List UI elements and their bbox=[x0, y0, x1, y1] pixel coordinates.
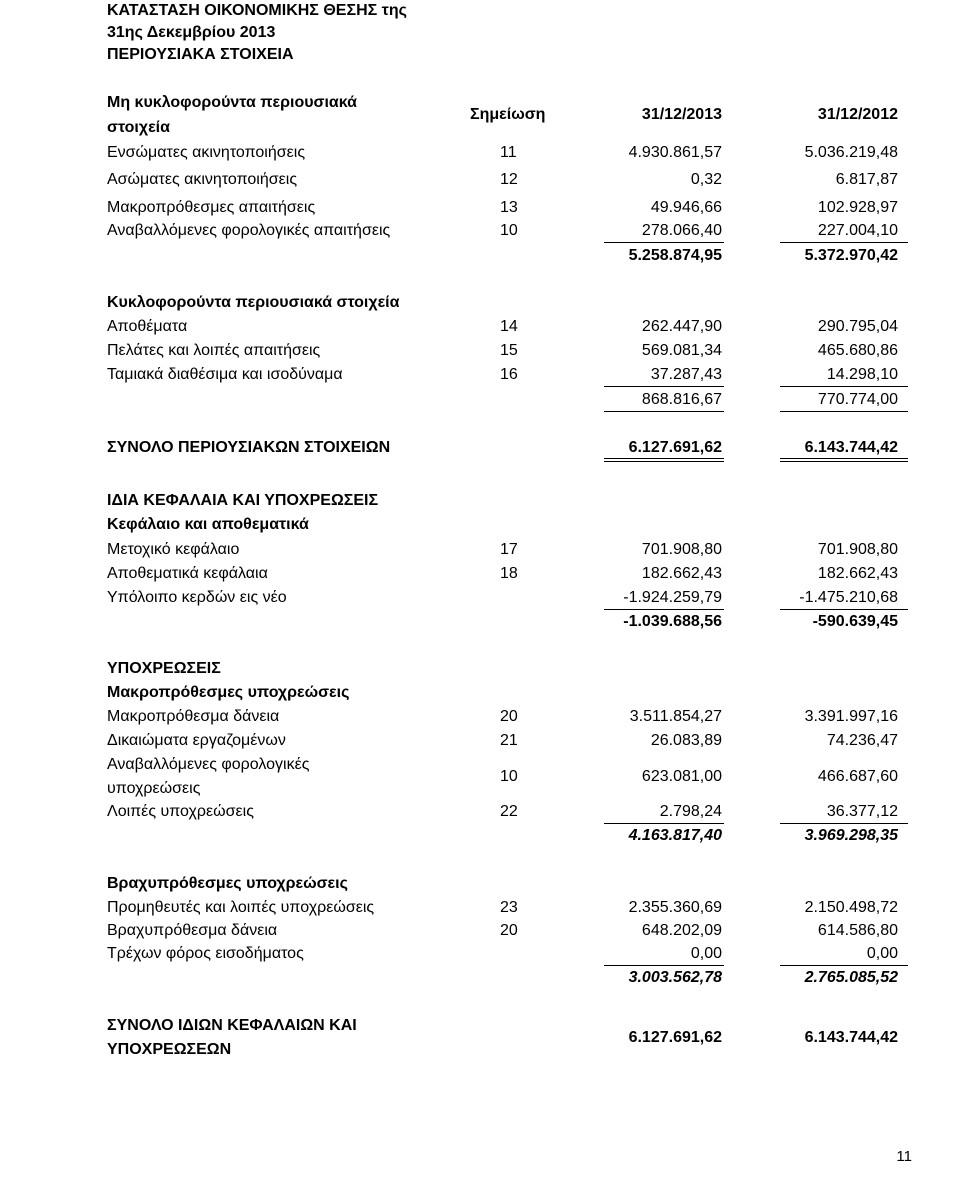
report-title: ΚΑΤΑΣΤΑΣΗ ΟΙΚΟΝΟΜΙΚΗΣ ΘΕΣΗΣ της bbox=[107, 2, 407, 19]
table-row bbox=[0, 219, 960, 243]
non-current-heading-line1: Μη κυκλοφορούντα περιουσιακά bbox=[107, 94, 357, 111]
row-note: 11 bbox=[500, 144, 517, 161]
row-label: Αποθεματικά κεφάλαια bbox=[107, 565, 268, 582]
total-assets-row bbox=[0, 436, 960, 460]
note-column-header: Σημείωση bbox=[470, 106, 546, 123]
table-row bbox=[0, 765, 960, 789]
row-value-2012: 465.680,86 bbox=[817, 342, 898, 359]
row-value-2012: 614.586,80 bbox=[817, 922, 898, 939]
table-row bbox=[0, 729, 960, 753]
table-row bbox=[0, 942, 960, 966]
table-row bbox=[0, 141, 960, 165]
row-note: 13 bbox=[500, 199, 518, 216]
assets-heading: ΠΕΡΙΟΥΣΙΑΚΑ ΣΤΟΙΧΕΙΑ bbox=[107, 46, 294, 63]
row-value-2012: 182.662,43 bbox=[817, 565, 898, 582]
total-value-2013: 3.003.562,78 bbox=[628, 969, 722, 986]
total-value-2013: 6.127.691,62 bbox=[628, 439, 722, 456]
row-label: Μακροπρόθεσμες απαιτήσεις bbox=[107, 199, 316, 216]
total-value-2013: 868.816,67 bbox=[641, 391, 722, 408]
subtotal-rule bbox=[780, 411, 908, 412]
row-label: Δικαιώματα εργαζομένων bbox=[107, 732, 286, 749]
row-note: 18 bbox=[500, 565, 518, 582]
table-row bbox=[0, 196, 960, 220]
subtotal-rule bbox=[604, 411, 724, 412]
long-term-total-row bbox=[0, 824, 960, 848]
row-label: Βραχυπρόθεσμα δάνεια bbox=[107, 922, 278, 939]
total-value-2012: -590.639,45 bbox=[812, 613, 898, 630]
grand-total-label-line1: ΣΥΝΟΛΟ ΙΔΙΩΝ ΚΕΦΑΛΑΙΩΝ ΚΑΙ bbox=[107, 1017, 357, 1034]
row-value-2012: 14.298,10 bbox=[826, 366, 898, 383]
column-header-row bbox=[0, 103, 960, 127]
row-label: Πελάτες και λοιπές απαιτήσεις bbox=[107, 342, 321, 359]
deferred-tax-label-line1: Αναβαλλόμενες φορολογικές bbox=[107, 756, 310, 773]
row-label: Ταμιακά διαθέσιμα και ισοδύναμα bbox=[107, 366, 343, 383]
non-current-heading-line2: στοιχεία bbox=[107, 119, 170, 136]
row-note: 17 bbox=[500, 541, 518, 558]
short-term-liabilities-heading: Βραχυπρόθεσμες υποχρεώσεις bbox=[107, 875, 348, 892]
row-value-2013: 648.202,09 bbox=[641, 922, 722, 939]
row-value-2013: 0,00 bbox=[690, 945, 722, 962]
table-row bbox=[0, 538, 960, 562]
row-value-2012: -1.475.210,68 bbox=[799, 589, 898, 606]
double-rule bbox=[780, 461, 908, 462]
table-row bbox=[0, 363, 960, 387]
row-note: 20 bbox=[500, 922, 518, 939]
row-value-2013: 3.511.854,27 bbox=[629, 708, 722, 725]
grand-total-row bbox=[0, 1026, 960, 1050]
row-value-2013: 623.081,00 bbox=[641, 768, 722, 785]
row-value-2012: 701.908,80 bbox=[817, 541, 898, 558]
row-label: Λοιπές υποχρεώσεις bbox=[107, 803, 254, 820]
total-value-2013: 4.163.817,40 bbox=[628, 827, 722, 844]
row-note: 22 bbox=[500, 803, 518, 820]
subtotal-rule bbox=[604, 386, 724, 387]
total-value-2012: 2.765.085,52 bbox=[804, 969, 898, 986]
double-rule bbox=[604, 461, 724, 462]
row-label: Αποθέματα bbox=[107, 318, 188, 335]
row-value-2012: 227.004,10 bbox=[817, 222, 898, 239]
row-label: Μετοχικό κεφάλαιο bbox=[107, 541, 240, 558]
row-value-2013: 37.287,43 bbox=[650, 366, 722, 383]
row-value-2013: 701.908,80 bbox=[641, 541, 722, 558]
row-value-2012: 5.036.219,48 bbox=[804, 144, 898, 161]
deferred-tax-label-line2: υποχρεώσεις bbox=[107, 780, 201, 797]
row-note: 21 bbox=[500, 732, 518, 749]
row-value-2012: 290.795,04 bbox=[817, 318, 898, 335]
total-value-2012: 5.372.970,42 bbox=[804, 247, 898, 264]
current-assets-heading: Κυκλοφορούντα περιουσιακά στοιχεία bbox=[107, 294, 400, 311]
total-assets-label: ΣΥΝΟΛΟ ΠΕΡΙΟΥΣΙΑΚΩΝ ΣΤΟΙΧΕΙΩΝ bbox=[107, 439, 391, 456]
table-row bbox=[0, 562, 960, 586]
liabilities-heading: ΥΠΟΧΡΕΩΣΕΙΣ bbox=[107, 660, 221, 677]
year-2013-header: 31/12/2013 bbox=[641, 106, 722, 123]
row-value-2012: 3.391.997,16 bbox=[804, 708, 898, 725]
row-note: 23 bbox=[500, 899, 518, 916]
grand-total-label-line2: ΥΠΟΧΡΕΩΣΕΩΝ bbox=[107, 1041, 232, 1058]
non-current-total-row bbox=[0, 244, 960, 268]
table-row bbox=[0, 705, 960, 729]
row-value-2012: 0,00 bbox=[866, 945, 898, 962]
row-label: Ασώματες ακινητοποιήσεις bbox=[107, 171, 298, 188]
row-label: Τρέχων φόρος εισοδήματος bbox=[107, 945, 304, 962]
row-value-2013: 278.066,40 bbox=[641, 222, 722, 239]
row-value-2012: 36.377,12 bbox=[826, 803, 898, 820]
row-label: Μακροπρόθεσμα δάνεια bbox=[107, 708, 280, 725]
row-note: 10 bbox=[500, 768, 518, 785]
table-row bbox=[0, 800, 960, 824]
subtotal-rule bbox=[780, 386, 908, 387]
row-value-2013: 262.447,90 bbox=[641, 318, 722, 335]
page-number: 11 bbox=[896, 1148, 912, 1165]
row-value-2013: 2.798,24 bbox=[659, 803, 722, 820]
year-2012-header: 31/12/2012 bbox=[817, 106, 898, 123]
row-value-2012: 102.928,97 bbox=[817, 199, 898, 216]
total-value-2012: 3.969.298,35 bbox=[804, 827, 898, 844]
equity-total-row bbox=[0, 610, 960, 634]
row-note: 16 bbox=[500, 366, 518, 383]
table-row bbox=[0, 919, 960, 943]
total-value-2012: 6.143.744,42 bbox=[804, 439, 898, 456]
row-label: Προμηθευτές και λοιπές υποχρεώσεις bbox=[107, 899, 375, 916]
row-value-2013: 182.662,43 bbox=[641, 565, 722, 582]
double-rule bbox=[604, 458, 724, 459]
row-note: 10 bbox=[500, 222, 518, 239]
row-value-2013: 569.081,34 bbox=[641, 342, 722, 359]
capital-reserves-heading: Κεφάλαιο και αποθεματικά bbox=[107, 516, 309, 533]
row-value-2012: 74.236,47 bbox=[826, 732, 898, 749]
row-value-2013: 2.355.360,69 bbox=[628, 899, 722, 916]
row-label: Ενσώματες ακινητοποιήσεις bbox=[107, 144, 306, 161]
table-row bbox=[0, 315, 960, 339]
subtotal-rule bbox=[780, 242, 908, 243]
table-row bbox=[0, 168, 960, 192]
table-row bbox=[0, 896, 960, 920]
row-value-2013: 49.946,66 bbox=[650, 199, 722, 216]
equity-liabilities-heading: ΙΔΙΑ ΚΕΦΑΛΑΙΑ ΚΑΙ ΥΠΟΧΡΕΩΣΕΙΣ bbox=[107, 492, 379, 509]
row-value-2013: -1.924.259,79 bbox=[623, 589, 722, 606]
current-total-row bbox=[0, 388, 960, 412]
row-value-2013: 4.930.861,57 bbox=[628, 144, 722, 161]
row-value-2013: 0,32 bbox=[690, 171, 722, 188]
short-term-total-row bbox=[0, 966, 960, 990]
row-value-2012: 2.150.498,72 bbox=[804, 899, 898, 916]
row-note: 15 bbox=[500, 342, 518, 359]
row-value-2012: 466.687,60 bbox=[817, 768, 898, 785]
row-note: 12 bbox=[500, 171, 518, 188]
row-note: 20 bbox=[500, 708, 518, 725]
double-rule bbox=[780, 458, 908, 459]
total-value-2012: 6.143.744,42 bbox=[804, 1029, 898, 1046]
total-value-2013: 6.127.691,62 bbox=[628, 1029, 722, 1046]
row-value-2013: 26.083,89 bbox=[650, 732, 722, 749]
long-term-liabilities-heading: Μακροπρόθεσμες υποχρεώσεις bbox=[107, 684, 350, 701]
row-value-2012: 6.817,87 bbox=[835, 171, 898, 188]
total-value-2012: 770.774,00 bbox=[817, 391, 898, 408]
table-row bbox=[0, 586, 960, 610]
total-value-2013: -1.039.688,56 bbox=[623, 613, 722, 630]
row-label: Υπόλοιπο κερδών εις νέο bbox=[107, 589, 287, 606]
table-row bbox=[0, 339, 960, 363]
report-date: 31ης Δεκεμβρίου 2013 bbox=[107, 24, 276, 41]
total-value-2013: 5.258.874,95 bbox=[628, 247, 722, 264]
row-note: 14 bbox=[500, 318, 518, 335]
row-label: Αναβαλλόμενες φορολογικές απαιτήσεις bbox=[107, 222, 391, 239]
subtotal-rule bbox=[604, 242, 724, 243]
